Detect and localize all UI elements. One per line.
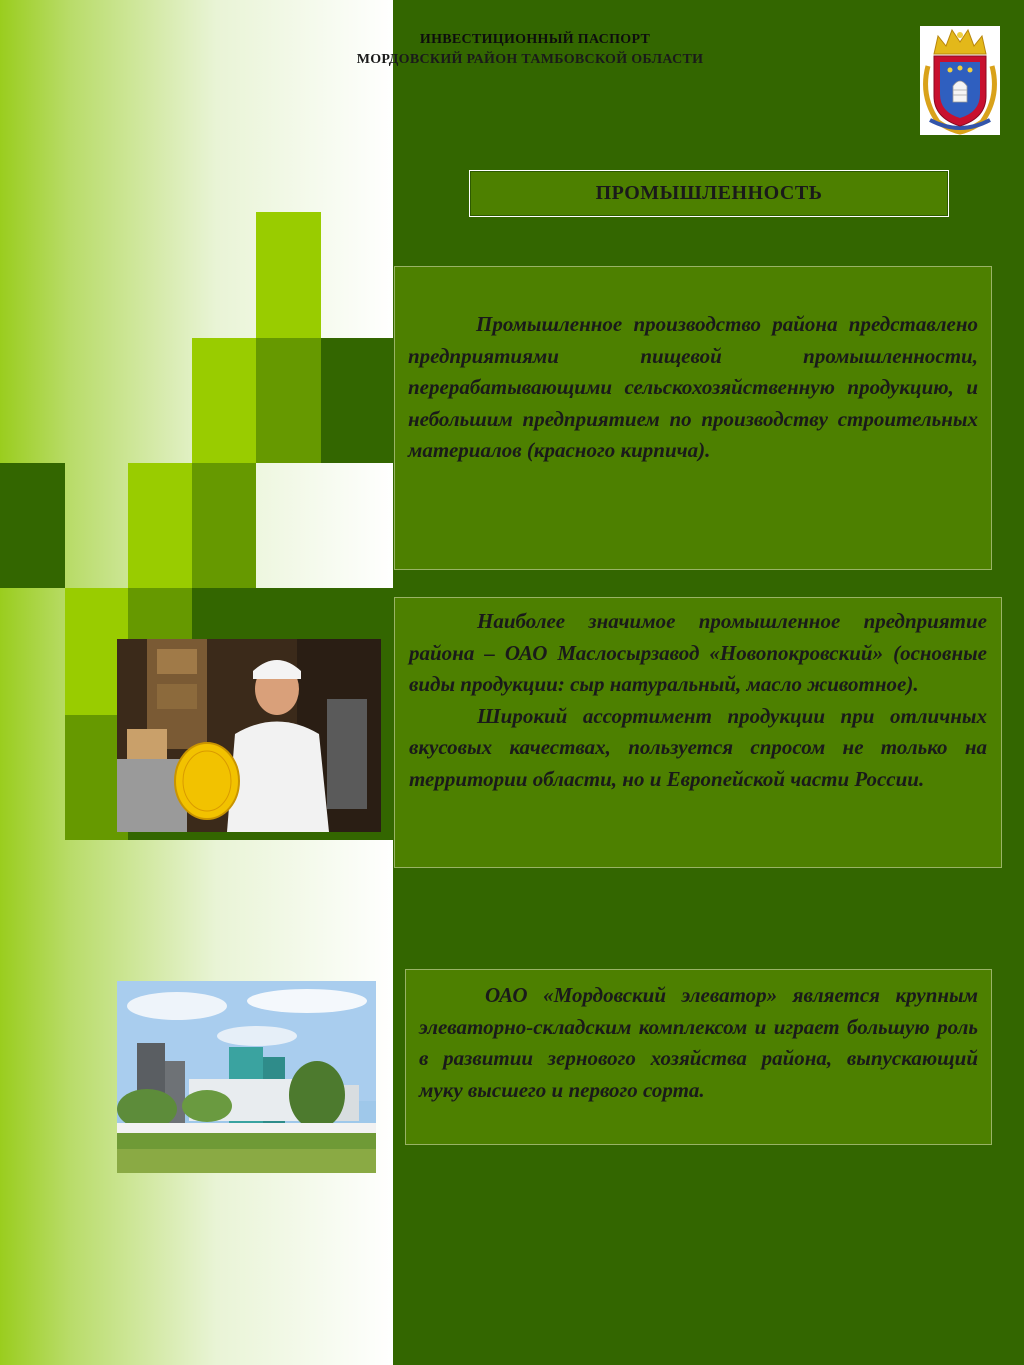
text-block-elevator [405,969,992,1145]
paragraph: Широкий ассортимент продукции при отличных вкусовых качествах, пользуется спросом не только на территории области, но и Европейской части России. [409,703,987,791]
text-block-industry-overview [394,266,992,570]
grain-elevator-photo [117,981,376,1173]
header-title: ИНВЕСТИЦИОННЫЙ ПАСПОРТ [419,32,651,47]
header-subtitle: МОРДОВСКИЙ РАЙОН ТАМБОВСКОЙ ОБЛАСТИ [356,52,704,67]
paragraph: ОАО «Мордовский элеватор» является крупным элеваторно-складским комплексом и играет большую роль в развитии зернового хозяйства района, выпускающий муку высшего и первого сорта. [419,983,978,1102]
paragraph: Наиболее значимое промышленное предприятие района – ОАО Маслосырзавод «Новопокровский» (основные виды продукции: сыр натуральный, масло животное). [409,609,987,696]
paragraph: Промышленное производство района представлено предприятиями пищевой промышленности, перерабатывающими сельскохозяйственную продукцию, и небольшим предприятием по производству строительных материалов (красного кирпича). [408,312,978,462]
cheese-factory-worker-photo [117,639,381,832]
tambov-coat-of-arms-icon [920,26,1000,135]
section-title: ПРОМЫШЛЕННОСТЬ [469,170,949,217]
text-block-dairy-plant [394,597,1002,868]
document-header [290,30,770,70]
